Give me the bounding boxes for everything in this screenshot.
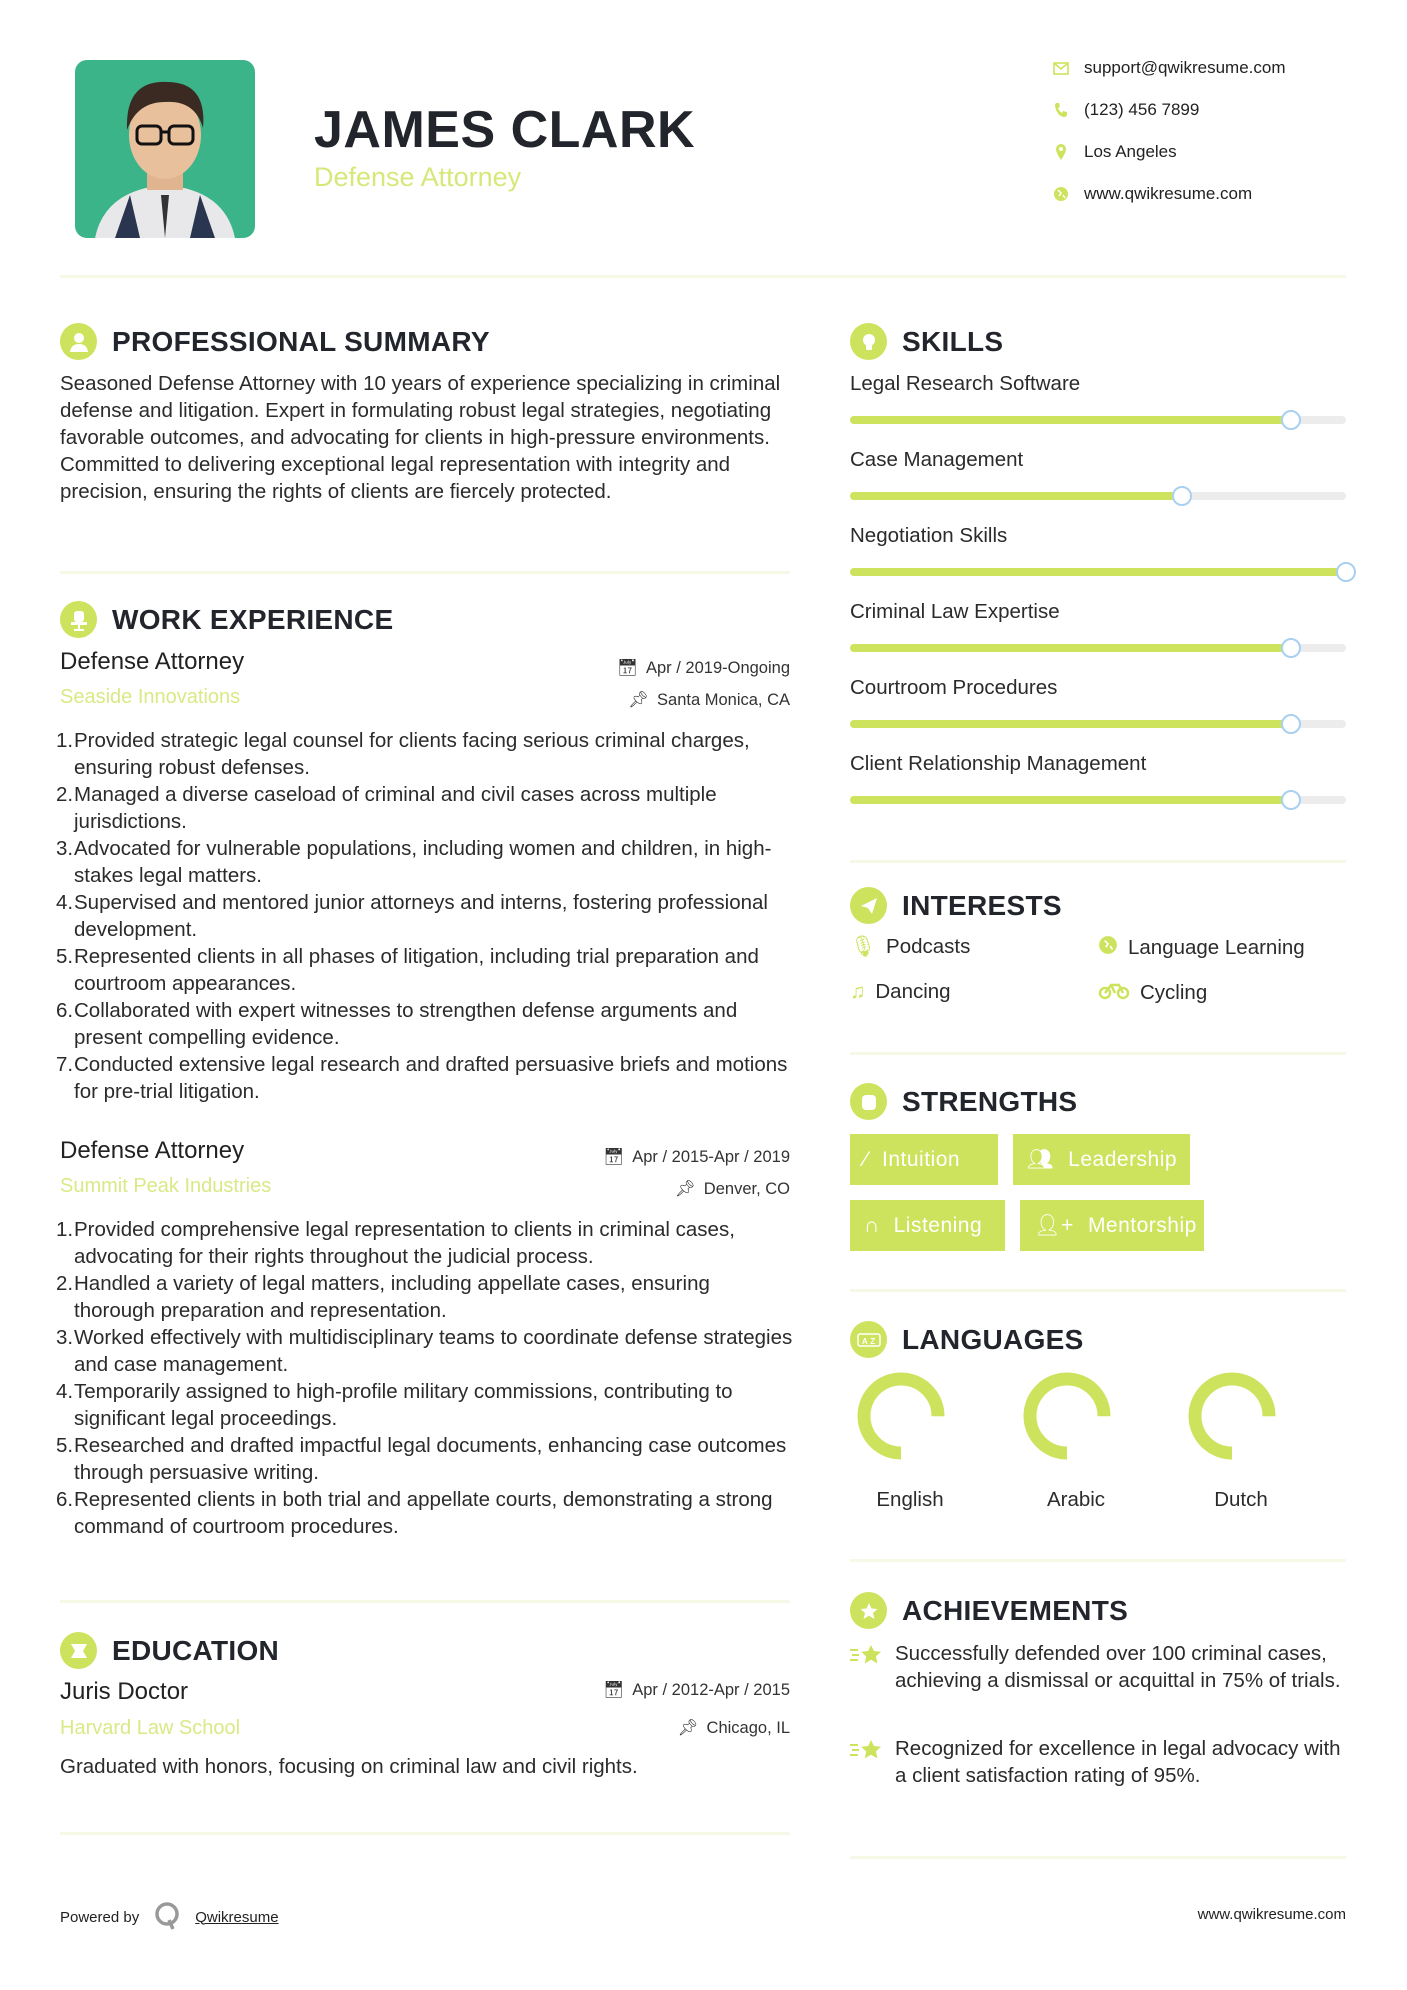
- skill-bar-fill: [850, 492, 1182, 500]
- strength-label: Leadership: [1068, 1147, 1178, 1171]
- list-item: [56, 889, 795, 943]
- experience-heading: [60, 601, 393, 638]
- user-plus-icon: 👤︎+: [1034, 1213, 1074, 1237]
- language-ring-arc: [1030, 1379, 1104, 1453]
- list-item: [56, 727, 795, 781]
- job-location: [675, 1180, 790, 1199]
- item-number: 2.: [56, 783, 74, 806]
- star-icon: [850, 1592, 887, 1629]
- qwikresume-logo-icon: [153, 1900, 181, 1934]
- shooting-star-icon: [850, 1644, 883, 1694]
- skill-label: Negotiation Skills: [850, 524, 1008, 547]
- skill-bar-knob: [1336, 562, 1356, 582]
- skill-bar: [850, 796, 1346, 804]
- divider: [850, 1289, 1346, 1292]
- svg-text:A Z: A Z: [861, 1336, 875, 1346]
- item-text: Managed a diverse caseload of criminal and civil cases across multiple jurisdictions.: [74, 783, 717, 833]
- pin-icon: 📌︎: [674, 1180, 696, 1198]
- users-icon: 👥︎: [1027, 1147, 1055, 1171]
- item-text: Worked effectively with multidisciplinary teams to coordinate defense strategies and case management.: [74, 1326, 793, 1376]
- phone-icon: [1052, 101, 1070, 119]
- skill-bar-fill: [850, 720, 1291, 728]
- item-text: Handled a variety of legal matters, including appellate cases, ensuring thorough preparation and representation.: [74, 1272, 710, 1322]
- list-item: [56, 1051, 795, 1105]
- job-title: Defense Attorney: [60, 648, 245, 675]
- item-text: Advocated for vulnerable populations, including women and children, in high-stakes legal matters.: [74, 837, 772, 887]
- footer-powered: [60, 1900, 279, 1934]
- language-level-ring: [851, 1366, 951, 1466]
- skill-bar-knob: [1281, 790, 1301, 810]
- strength-tag-intuition: [850, 1134, 998, 1185]
- experience-heading-text: WORK EXPERIENCE: [112, 603, 394, 635]
- list-item: [56, 1270, 795, 1324]
- item-text: Temporarily assigned to high-profile military commissions, contributing to significant legal proceedings.: [74, 1380, 733, 1430]
- interest-label: Language Learning: [1128, 936, 1305, 959]
- interest-dancing: [850, 980, 951, 1004]
- divider: [60, 1832, 790, 1835]
- skills-heading-text: SKILLS: [902, 325, 1004, 357]
- contact-website-text: www.qwikresume.com: [1084, 184, 1253, 203]
- divider: [850, 1559, 1346, 1562]
- list-item: [56, 1324, 795, 1378]
- item-text: Researched and drafted impactful legal documents, enhancing case outcomes through persuasive writing.: [74, 1434, 787, 1484]
- education-date-text: Apr / 2012-Apr / 2015: [632, 1681, 790, 1699]
- item-text: Represented clients in both trial and appellate courts, demonstrating a strong command of courtroom procedures.: [74, 1488, 773, 1538]
- footer-website[interactable]: www.qwikresume.com: [1197, 1906, 1346, 1923]
- strength-label: Mentorship: [1087, 1213, 1197, 1237]
- achievement-item: [850, 1640, 1350, 1694]
- item-number: 6.: [56, 999, 74, 1022]
- list-item: [56, 1486, 795, 1540]
- item-number: 1.: [56, 1218, 74, 1241]
- company-name: Summit Peak Industries: [60, 1175, 272, 1197]
- interest-language-learning: [1098, 935, 1305, 961]
- summary-heading: [60, 323, 490, 360]
- contact-phone-text: (123) 456 7899: [1084, 100, 1200, 119]
- item-text: Supervised and mentored junior attorneys and interns, fostering professional development.: [74, 891, 768, 941]
- graduation-icon: [60, 1632, 97, 1669]
- item-text: Collaborated with expert witnesses to strengthen defense arguments and present compelling evidence.: [74, 999, 738, 1049]
- education-text: Graduated with honors, focusing on criminal law and civil rights.: [60, 1755, 638, 1778]
- skill-label: Legal Research Software: [850, 372, 1081, 395]
- job-location: [628, 691, 790, 710]
- item-number: 4.: [56, 1380, 74, 1403]
- skill-bar-knob: [1172, 486, 1192, 506]
- skill-label: Client Relationship Management: [850, 752, 1147, 775]
- list-item: [56, 1378, 795, 1432]
- bicycle-icon: [1098, 980, 1130, 1006]
- item-text: Represented clients in all phases of litigation, including trial preparation and courtroom appearances.: [74, 945, 759, 995]
- header-divider: [60, 275, 1346, 278]
- list-item: [56, 997, 795, 1051]
- interest-podcasts: [850, 935, 970, 959]
- summary-text: Seasoned Defense Attorney with 10 years of experience specializing in criminal defense and litigation. Expert in formulating robust legal strategies, negotiating favorable outcomes, and advocating for clients in high-pressure environments. Committed to delivering exceptional legal representation with integrity and precision, ensuring the rights of clients are fiercely protected.: [60, 372, 781, 503]
- divider: [60, 1600, 790, 1603]
- language-ring-arc: [864, 1379, 938, 1453]
- chair-icon: [60, 601, 97, 638]
- paper-plane-icon: [850, 887, 887, 924]
- skill-label: Criminal Law Expertise: [850, 600, 1060, 623]
- calendar-icon: 📅︎: [603, 1148, 625, 1166]
- list-item: [56, 781, 795, 835]
- headphones-icon: ∩: [864, 1213, 880, 1237]
- envelope-icon: [1052, 59, 1070, 77]
- item-number: 2.: [56, 1272, 74, 1295]
- job-responsibilities: [56, 1216, 795, 1540]
- pin-icon: 📌︎: [677, 1719, 699, 1737]
- language-label: English: [876, 1488, 944, 1511]
- music-note-icon: ♫: [850, 980, 866, 1003]
- list-item: [56, 1432, 795, 1486]
- job-location-text: Denver, CO: [703, 1180, 790, 1198]
- item-number: 3.: [56, 1326, 74, 1349]
- skill-bar-fill: [850, 568, 1346, 576]
- item-text: Provided strategic legal counsel for clients facing serious criminal charges, ensuring robust defenses.: [74, 729, 750, 779]
- contact-phone[interactable]: [1052, 100, 1199, 120]
- strength-tag-leadership: [1013, 1134, 1190, 1185]
- achievement-text: Recognized for excellence in legal advocacy with a client satisfaction rating of 95%.: [895, 1737, 1341, 1787]
- strengths-heading-text: STRENGTHS: [902, 1085, 1078, 1117]
- item-number: 3.: [56, 837, 74, 860]
- education-date: [603, 1681, 790, 1700]
- contact-location-text: Los Angeles: [1084, 142, 1177, 161]
- item-number: 7.: [56, 1053, 74, 1076]
- powered-by-text: Powered by: [60, 1908, 140, 1926]
- job-title: Defense Attorney: [60, 1137, 245, 1164]
- map-pin-icon: [1052, 143, 1070, 161]
- skill-bar-knob: [1281, 638, 1301, 658]
- languages-heading-text: LANGUAGES: [902, 1323, 1084, 1355]
- list-item: [56, 1216, 795, 1270]
- fist-icon: [850, 1083, 887, 1120]
- degree: Juris Doctor: [60, 1678, 189, 1705]
- pin-icon: 📌︎: [628, 691, 650, 709]
- skill-bar: [850, 568, 1346, 576]
- item-number: 6.: [56, 1488, 74, 1511]
- translate-icon: [850, 1321, 887, 1358]
- language-label: Dutch: [1214, 1488, 1268, 1511]
- achievement-item: [850, 1735, 1350, 1789]
- user-icon: [60, 323, 97, 360]
- education-heading: [60, 1632, 279, 1669]
- strength-tag-listening: [850, 1200, 1005, 1251]
- skill-bar: [850, 416, 1346, 424]
- skill-label: Case Management: [850, 448, 1024, 471]
- skill-bar-knob: [1281, 714, 1301, 734]
- interests-heading: [850, 887, 1062, 924]
- lightbulb-icon: [850, 323, 887, 360]
- candidate-name: JAMES CLARK: [314, 101, 696, 159]
- skill-bar: [850, 492, 1346, 500]
- globe-icon: [1098, 935, 1118, 961]
- language-label: Arabic: [1046, 1488, 1106, 1511]
- candidate-title: Defense Attorney: [314, 162, 522, 192]
- skill-bar: [850, 644, 1346, 652]
- job-date: [617, 659, 790, 678]
- interest-label: Cycling: [1140, 981, 1208, 1004]
- skill-bar-fill: [850, 644, 1291, 652]
- item-number: 1.: [56, 729, 74, 752]
- skill-label: Courtroom Procedures: [850, 676, 1058, 699]
- contact-email-text: support@qwikresume.com: [1084, 58, 1286, 77]
- interest-cycling: [1098, 980, 1207, 1006]
- education-location-text: Chicago, IL: [706, 1719, 790, 1737]
- skills-heading: [850, 323, 1003, 360]
- calendar-icon: 📅︎: [603, 1681, 625, 1699]
- job-date-text: Apr / 2019-Ongoing: [645, 659, 790, 677]
- job-location-text: Santa Monica, CA: [657, 691, 790, 709]
- interest-label: Dancing: [875, 980, 951, 1003]
- skill-bar: [850, 720, 1346, 728]
- language-ring-arc: [1195, 1379, 1269, 1453]
- strengths-heading: [850, 1083, 1077, 1120]
- achievement-text: Successfully defended over 100 criminal cases, achieving a dismissal or acquittal in 75% of trials.: [895, 1642, 1341, 1692]
- item-text: Provided comprehensive legal representation to clients in criminal cases, advocating for their rights throughout the judicial process.: [74, 1218, 735, 1268]
- language-level-ring: [1182, 1366, 1282, 1466]
- contact-location: [1052, 142, 1177, 162]
- contact-website[interactable]: [1052, 184, 1252, 204]
- school: Harvard Law School: [60, 1717, 241, 1739]
- item-number: 4.: [56, 891, 74, 914]
- skill-bar-fill: [850, 416, 1291, 424]
- item-text: Conducted extensive legal research and drafted persuasive briefs and motions for pre-trial litigation.: [74, 1053, 788, 1103]
- contact-email[interactable]: [1052, 58, 1286, 78]
- item-number: 5.: [56, 1434, 74, 1457]
- shooting-star-icon: [850, 1739, 883, 1789]
- list-item: [56, 943, 795, 997]
- microphone-icon: 🎙︎: [850, 935, 877, 958]
- interests-heading-text: INTERESTS: [902, 889, 1062, 921]
- summary-heading-text: PROFESSIONAL SUMMARY: [112, 325, 490, 357]
- achievements-heading: [850, 1592, 1128, 1629]
- education-heading-text: EDUCATION: [112, 1634, 280, 1666]
- skill-bar-fill: [850, 796, 1291, 804]
- job-responsibilities: [56, 727, 795, 1105]
- strength-label: Intuition: [882, 1147, 961, 1171]
- divider: [850, 1856, 1346, 1859]
- list-item: [56, 835, 795, 889]
- calendar-icon: 📅︎: [617, 659, 638, 677]
- divider: [60, 571, 790, 574]
- divider: [850, 1052, 1346, 1055]
- globe-icon: [1052, 185, 1070, 203]
- strength-tag-mentorship: [1020, 1200, 1204, 1251]
- languages-heading: [850, 1321, 1084, 1358]
- language-level-ring: [1017, 1366, 1117, 1466]
- skill-bar-knob: [1281, 410, 1301, 430]
- job-date: [603, 1148, 790, 1167]
- item-number: 5.: [56, 945, 74, 968]
- company-name: Seaside Innovations: [60, 686, 241, 708]
- job-date-text: Apr / 2015-Apr / 2019: [632, 1148, 790, 1166]
- interest-label: Podcasts: [886, 935, 971, 958]
- divider: [850, 860, 1346, 863]
- achievements-heading-text: ACHIEVEMENTS: [902, 1594, 1129, 1626]
- strength-label: Listening: [893, 1213, 983, 1237]
- profile-photo: [75, 60, 255, 238]
- qwikresume-link[interactable]: Qwikresume: [195, 1908, 279, 1926]
- magic-wand-icon: ⁄: [864, 1147, 869, 1171]
- education-location: [678, 1719, 790, 1738]
